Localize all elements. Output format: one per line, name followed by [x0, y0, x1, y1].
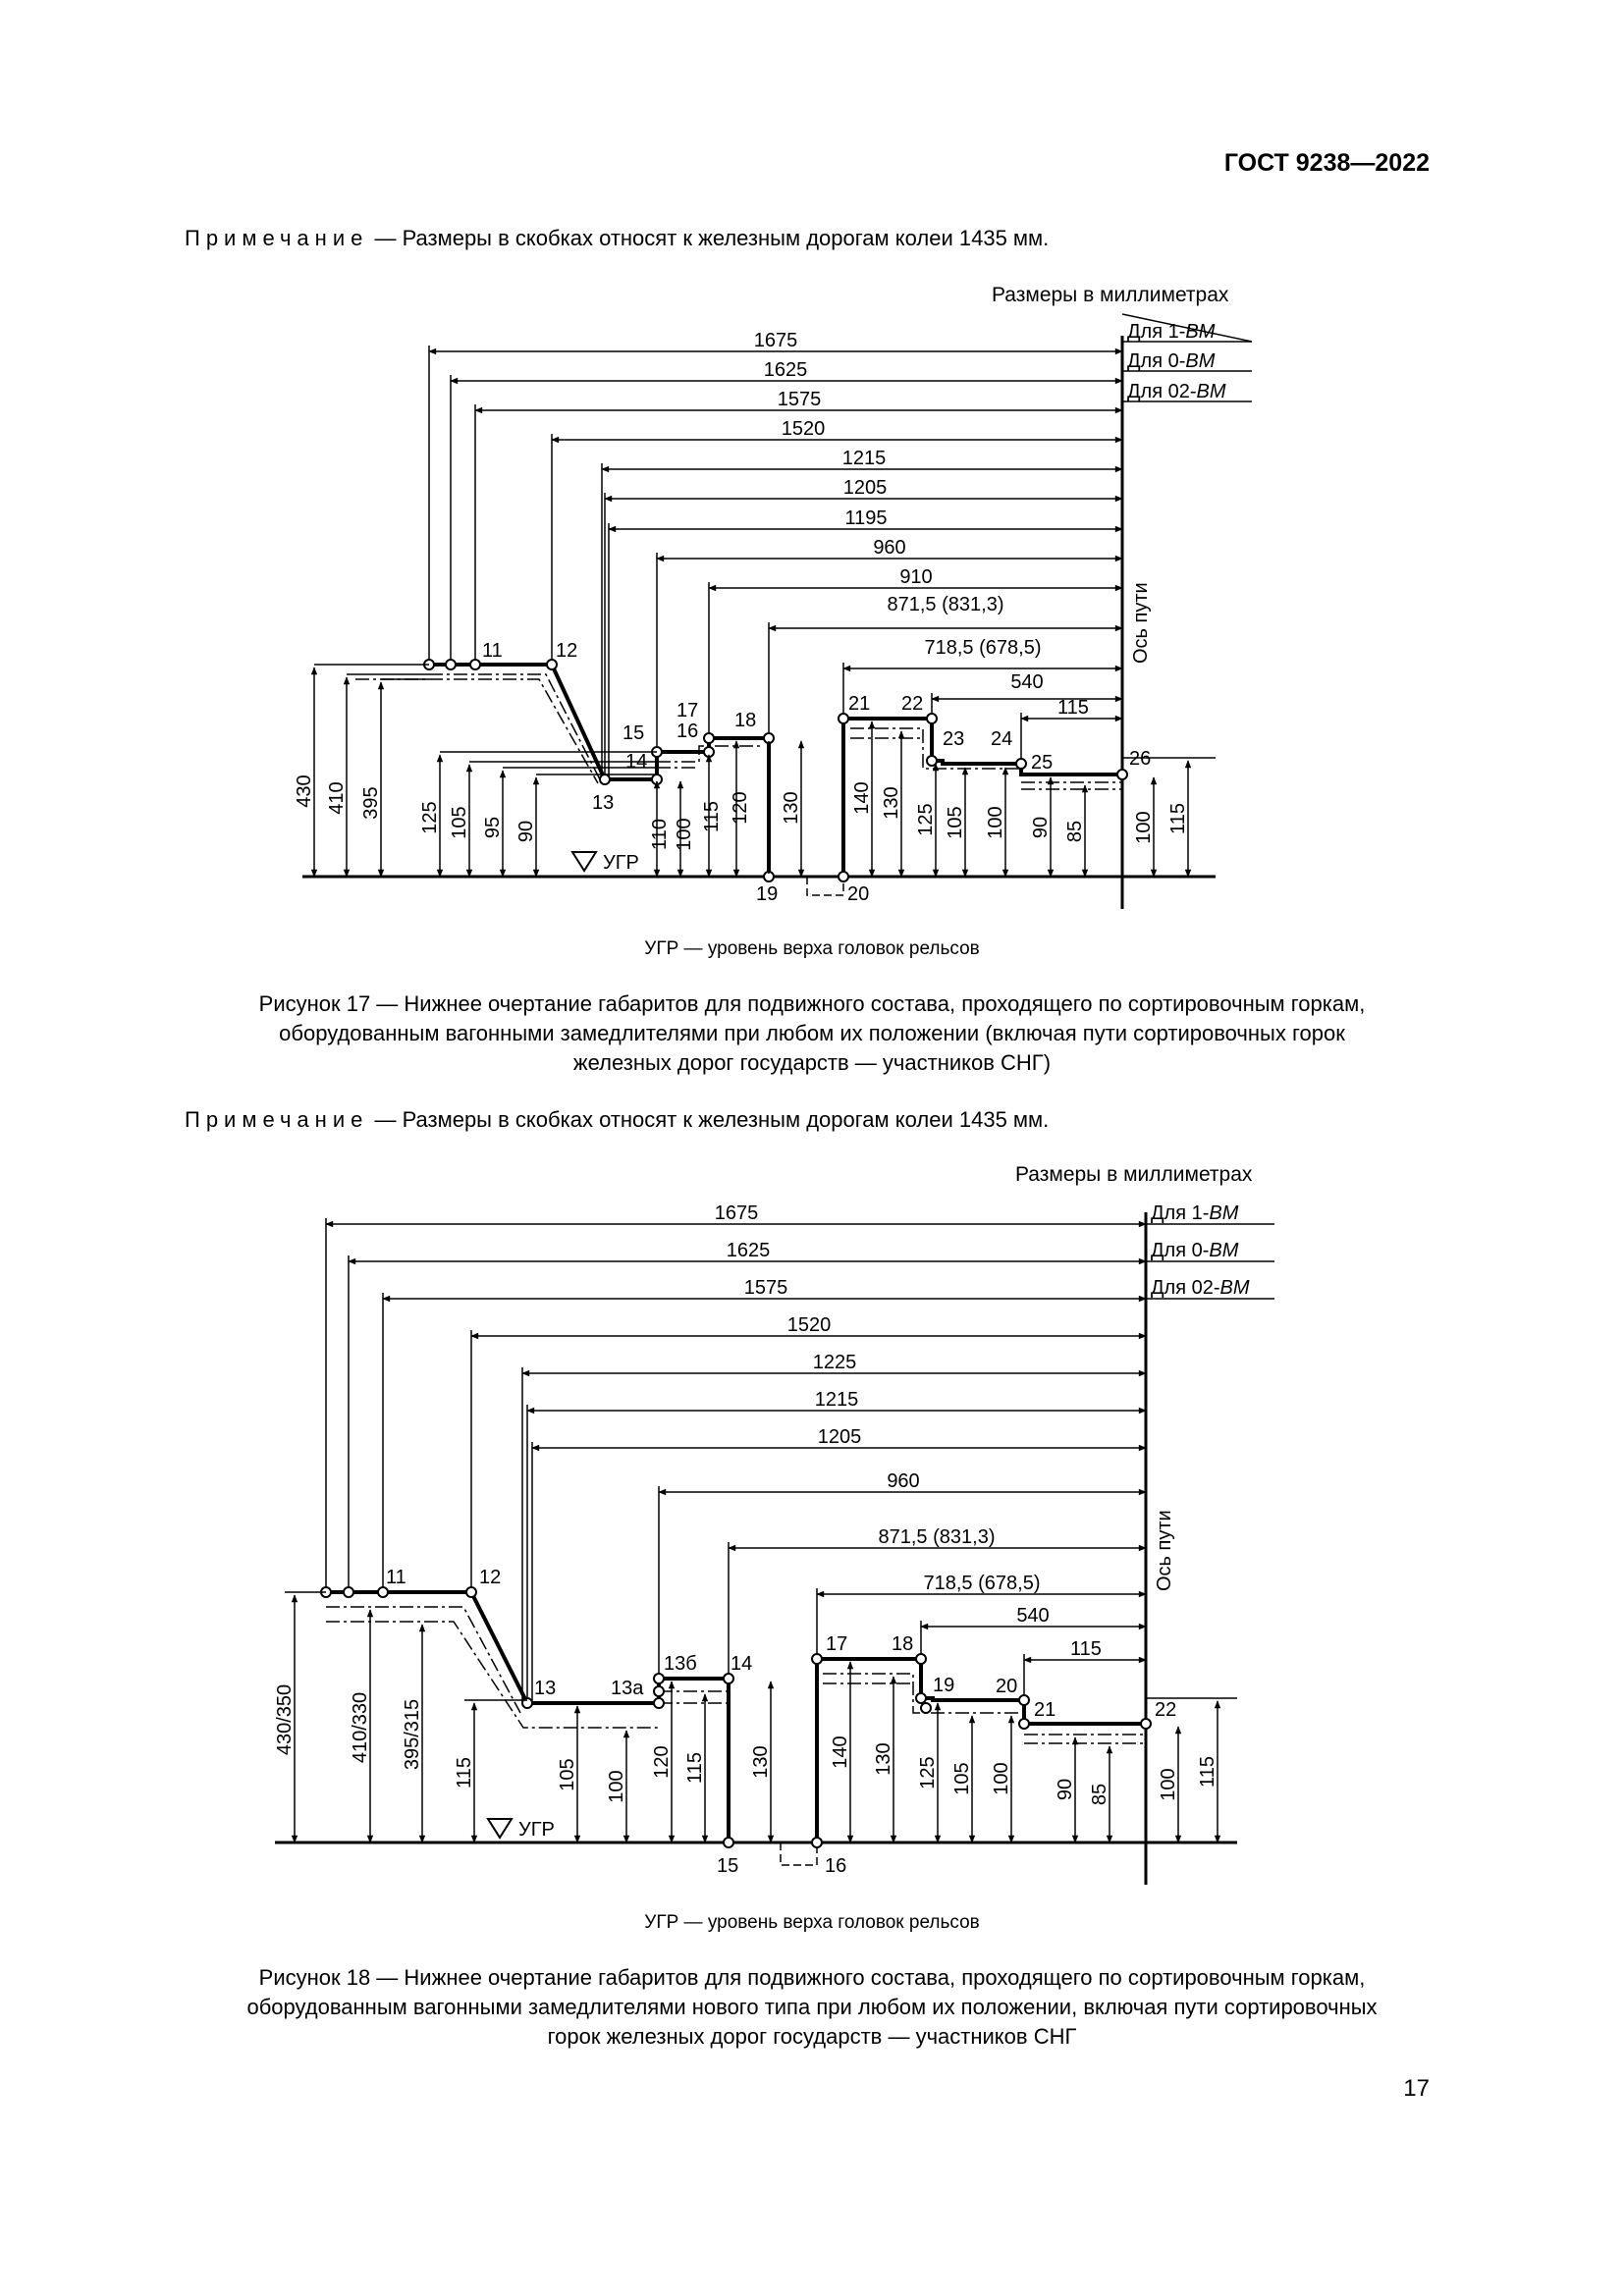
fig17-note [185, 226, 1049, 251]
svg-text:115: 115 [1070, 1638, 1102, 1660]
svg-text:871,5 (831,3): 871,5 (831,3) [887, 594, 1004, 615]
svg-text:100: 100 [606, 1770, 627, 1803]
svg-text:125: 125 [915, 803, 937, 836]
svg-text:100: 100 [985, 806, 1006, 839]
svg-text:540: 540 [1016, 1605, 1050, 1627]
fig18-caption-line-3: горок железных дорог государств — участников СНГ [547, 2024, 1077, 2049]
svg-text:125: 125 [419, 801, 441, 834]
svg-text:12: 12 [556, 640, 578, 662]
fig17-legend-02vm: Для 02-ВМ [1127, 381, 1226, 402]
svg-text:1215: 1215 [814, 1389, 859, 1411]
svg-text:15: 15 [717, 1855, 739, 1877]
fig17-contour-main [429, 665, 769, 877]
svg-text:130: 130 [750, 1745, 772, 1779]
fig18-note-text: — Размеры в скобках относят к железным дорогам колеи 1435 мм. [368, 1107, 1050, 1132]
svg-text:21: 21 [1034, 1699, 1056, 1721]
svg-text:120: 120 [651, 1745, 673, 1779]
page-number: 17 [1403, 2075, 1430, 2102]
svg-text:395: 395 [360, 786, 382, 820]
fig17-axis-label: Ось пути [1130, 582, 1152, 664]
svg-text:14: 14 [731, 1653, 753, 1675]
svg-text:1575: 1575 [743, 1277, 788, 1299]
svg-text:26: 26 [1129, 748, 1152, 770]
svg-text:1215: 1215 [841, 448, 887, 469]
fig17-drawing [0, 314, 1624, 923]
svg-text:410: 410 [326, 781, 348, 815]
svg-text:130: 130 [781, 791, 802, 825]
svg-text:1205: 1205 [842, 477, 888, 499]
svg-text:18: 18 [734, 710, 757, 731]
svg-text:430/350: 430/350 [274, 1683, 296, 1756]
fig17-legend-1vm: Для 1-ВМ [1127, 321, 1216, 343]
svg-text:1625: 1625 [726, 1240, 771, 1261]
svg-text:140: 140 [830, 1735, 851, 1769]
svg-text:13а: 13а [611, 1678, 644, 1699]
svg-text:13б: 13б [664, 1653, 697, 1675]
svg-text:1520: 1520 [781, 418, 826, 440]
fig18-legend-ugr: УГР — уровень верха головок рельсов [644, 1912, 980, 1933]
svg-text:115: 115 [1197, 1756, 1218, 1788]
fig18-contour-right [817, 1659, 1146, 1842]
svg-text:85: 85 [1064, 820, 1086, 843]
svg-text:21: 21 [848, 693, 871, 715]
svg-text:13: 13 [534, 1678, 557, 1699]
fig18-horizontal-dimensions [326, 1218, 1146, 1703]
fig18-legend-1vm: Для 1-ВМ [1151, 1202, 1239, 1224]
svg-text:1675: 1675 [753, 330, 798, 351]
fig17-caption-line-2: оборудованным вагонными замедлителями при любом их положении (включая пути сортировочных горок [279, 1021, 1345, 1045]
fig17-caption-line-1: Рисунок 17 — Нижнее очертание габаритов для подвижного состава, проходящего по сортировочным горкам, [258, 991, 1366, 1016]
fig17-legend-ugr: УГР — уровень верха головок рельсов [644, 938, 980, 959]
svg-text:540: 540 [1010, 671, 1044, 693]
fig18-ugr-triangle-icon [488, 1819, 512, 1838]
svg-text:19: 19 [933, 1675, 955, 1696]
svg-text:960: 960 [887, 1470, 920, 1492]
fig17-ugr-label: УГР [603, 852, 639, 874]
svg-text:90: 90 [515, 820, 537, 843]
svg-text:1625: 1625 [763, 359, 808, 381]
svg-text:115: 115 [684, 1752, 706, 1784]
svg-text:11: 11 [386, 1567, 406, 1588]
svg-text:130: 130 [873, 1742, 894, 1776]
fig18-vertical-dimension-labels [274, 1684, 1218, 1805]
svg-text:115: 115 [1167, 803, 1189, 834]
svg-text:115: 115 [701, 801, 723, 832]
svg-text:718,5 (678,5): 718,5 (678,5) [923, 1573, 1041, 1594]
svg-text:105: 105 [449, 806, 470, 839]
svg-text:90: 90 [1055, 1778, 1076, 1801]
fig18-note [185, 1107, 1049, 1133]
svg-text:95: 95 [482, 816, 504, 839]
svg-text:22: 22 [1155, 1699, 1177, 1721]
svg-text:17: 17 [826, 1633, 848, 1655]
svg-text:20: 20 [847, 883, 870, 905]
svg-text:130: 130 [881, 786, 902, 820]
svg-text:100: 100 [1158, 1768, 1179, 1801]
svg-text:22: 22 [901, 693, 924, 715]
fig17-note-label: Примечание [185, 226, 369, 250]
fig17-units-label: Размеры в миллиметрах [992, 284, 1229, 306]
fig18-legend-0vm: Для 0-ВМ [1151, 1240, 1239, 1261]
fig18-horizontal-dimension-labels [715, 1202, 1102, 1660]
svg-text:718,5 (678,5): 718,5 (678,5) [924, 637, 1042, 659]
svg-text:100: 100 [674, 818, 695, 851]
svg-text:1675: 1675 [714, 1202, 759, 1224]
svg-text:1195: 1195 [844, 507, 888, 529]
svg-text:90: 90 [1030, 816, 1052, 839]
fig17-caption-line-3: железных дорог государств — участников СНГ) [572, 1050, 1052, 1075]
svg-text:16: 16 [825, 1855, 847, 1877]
svg-text:85: 85 [1089, 1783, 1110, 1806]
svg-text:105: 105 [557, 1758, 578, 1791]
svg-text:871,5 (831,3): 871,5 (831,3) [878, 1526, 996, 1548]
fig17-note-text: — Размеры в скобках относят к железным дорогам колеи 1435 мм. [368, 226, 1050, 250]
svg-text:110: 110 [649, 819, 671, 850]
svg-text:115: 115 [454, 1757, 475, 1789]
fig18-vertical-dimensions [285, 1592, 1218, 1842]
fig18-units-label: Размеры в миллиметрах [1015, 1163, 1253, 1186]
svg-text:100: 100 [991, 1762, 1012, 1795]
svg-text:410/330: 410/330 [350, 1691, 371, 1764]
fig18-axis-label: Ось пути [1154, 1510, 1175, 1591]
svg-text:15: 15 [623, 722, 645, 744]
svg-text:395/315: 395/315 [402, 1698, 423, 1771]
fig18-legend [1146, 1202, 1274, 1299]
fig18-caption-line-1: Рисунок 18 — Нижнее очертание габаритов для подвижного состава, проходящего по сортировочным горкам, [258, 1965, 1366, 1990]
document-header: ГОСТ 9238—2022 [1223, 149, 1430, 177]
svg-text:100: 100 [1133, 811, 1155, 844]
svg-text:11: 11 [482, 640, 503, 662]
svg-text:1225: 1225 [812, 1352, 857, 1373]
fig17-horizontal-dimensions [429, 346, 1122, 781]
svg-text:140: 140 [851, 781, 873, 815]
svg-text:24: 24 [991, 728, 1013, 750]
svg-text:14: 14 [625, 751, 648, 773]
svg-text:1520: 1520 [786, 1314, 832, 1336]
svg-text:20: 20 [996, 1676, 1018, 1697]
svg-text:1205: 1205 [817, 1426, 862, 1448]
svg-text:1575: 1575 [777, 389, 822, 410]
svg-text:18: 18 [892, 1633, 914, 1655]
fig17-legend-0vm: Для 0-ВМ [1127, 350, 1216, 372]
fig18-caption [128, 1963, 1496, 2052]
svg-text:13: 13 [592, 792, 615, 814]
fig18-legend-02vm: Для 02-ВМ [1151, 1277, 1250, 1299]
fig18-note-label: Примечание [185, 1107, 369, 1132]
fig18-ugr-label: УГР [518, 1819, 555, 1841]
svg-text:910: 910 [899, 566, 933, 588]
fig18-caption-line-2: оборудованным вагонными замедлителями нового типа при любом их положении, включая пути сортировочных [246, 1995, 1378, 2019]
svg-text:23: 23 [943, 728, 965, 750]
svg-text:25: 25 [1031, 752, 1054, 774]
svg-text:12: 12 [479, 1567, 502, 1588]
fig17-caption [128, 989, 1496, 1078]
svg-text:125: 125 [917, 1756, 939, 1789]
fig17-vertical-dimension-labels [294, 774, 1189, 850]
fig17-horizontal-dimension-labels [754, 330, 1089, 719]
svg-text:430: 430 [294, 774, 315, 808]
svg-text:19: 19 [756, 883, 779, 905]
svg-text:105: 105 [945, 806, 966, 839]
fig18-drawing [0, 1193, 1624, 1880]
svg-text:17: 17 [677, 700, 699, 721]
svg-text:115: 115 [1057, 697, 1089, 719]
fig17-ugr-triangle-icon [572, 852, 596, 871]
fig17-legend [1122, 314, 1252, 402]
svg-text:960: 960 [873, 537, 906, 559]
svg-text:105: 105 [951, 1762, 973, 1795]
svg-text:120: 120 [730, 791, 751, 825]
svg-text:16: 16 [677, 721, 699, 742]
